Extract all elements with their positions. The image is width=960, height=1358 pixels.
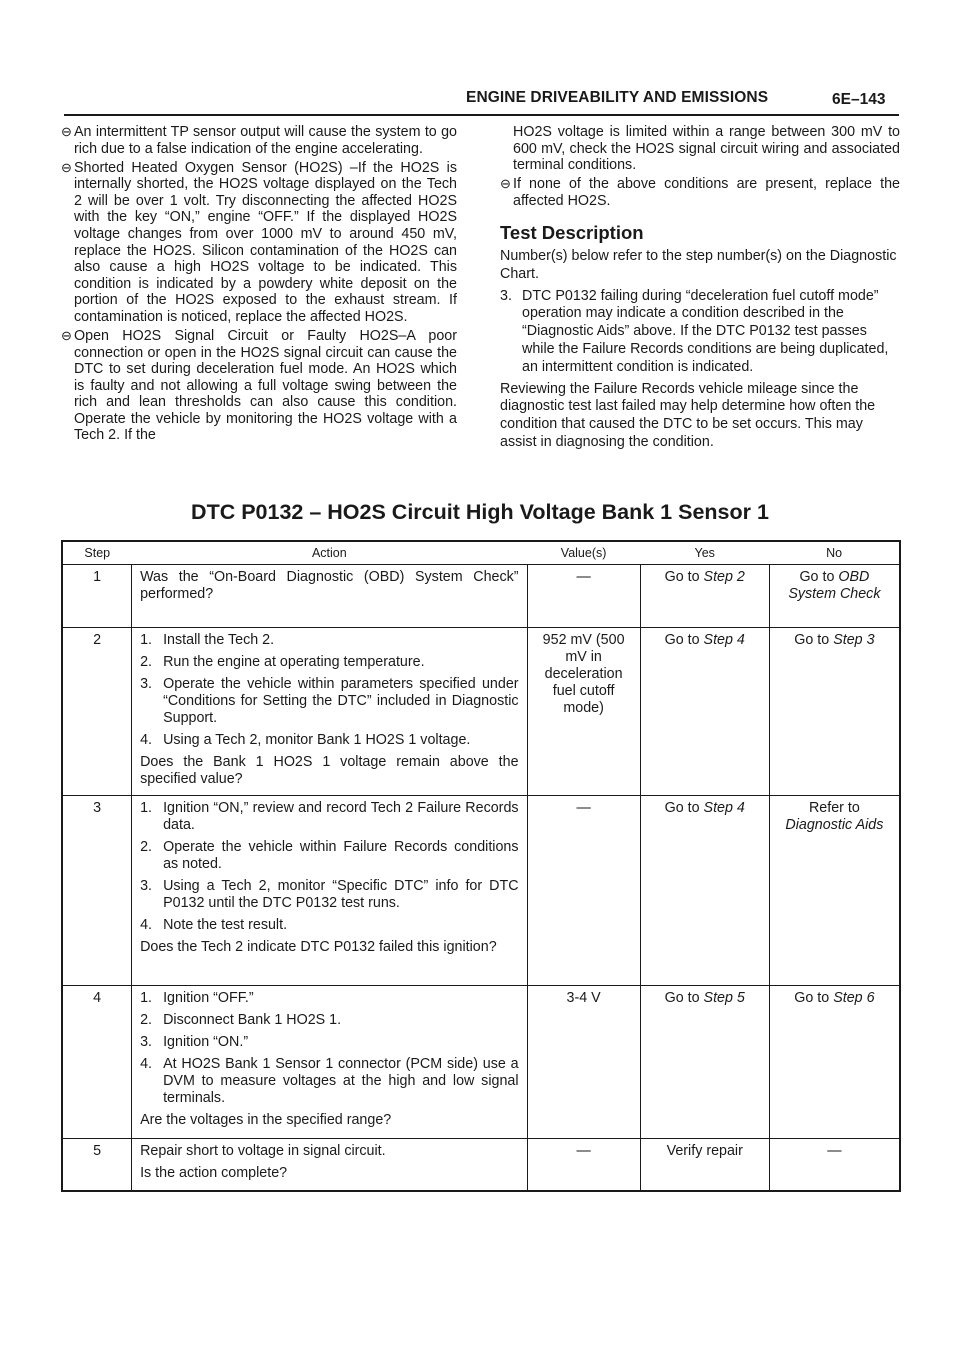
bullet-icon: ⊖ xyxy=(500,176,511,192)
yes-cell: Verify repair xyxy=(640,1139,769,1191)
header-step: Step xyxy=(62,541,132,565)
header-yes: Yes xyxy=(640,541,769,565)
yes-cell: Go to Step 4 xyxy=(640,628,769,796)
action-item: 2. Run the engine at operating temperature. xyxy=(140,654,425,670)
table-row xyxy=(62,628,900,796)
step-link[interactable]: Step 2 xyxy=(703,569,745,585)
action-item: 1. Ignition “OFF.” xyxy=(140,990,254,1006)
action-cell xyxy=(132,796,527,986)
table-row xyxy=(62,796,900,986)
left-column xyxy=(61,124,457,446)
step-number: 3 xyxy=(62,796,132,986)
no-cell: Refer to Diagnostic Aids xyxy=(769,796,900,986)
diagnostic-table xyxy=(61,540,901,1192)
no-cell: Go to Step 3 xyxy=(769,628,900,796)
action-item: 4. Using a Tech 2, monitor Bank 1 HO2S 1 voltage. xyxy=(140,732,471,748)
table-row xyxy=(62,986,900,1139)
step-number: 4 xyxy=(62,986,132,1139)
step-number: 5 xyxy=(62,1139,132,1191)
list-item: ⊖ An intermittent TP sensor output will cause the system to go rich due to a false indication of the engine accelerating. xyxy=(61,124,457,157)
value-cell: — xyxy=(527,565,640,628)
yes-cell: Go to Step 2 xyxy=(640,565,769,628)
action-cell xyxy=(132,628,527,796)
yes-cell: Go to Step 5 xyxy=(640,986,769,1139)
header-action: Action xyxy=(132,541,527,565)
action-item: 2. Operate the vehicle within Failure Records conditions as noted. xyxy=(140,839,519,872)
list-item: ⊖ Open HO2S Signal Circuit or Faulty HO2S–A poor connection or open in the HO2S signal circuit can cause the DTC to set during deceleration fuel mode. An HO2S which is faulty and not allowing a full voltage swing between the rich and lean thresholds can also cause this condition. Operate the vehicle by monitoring the HO2S voltage with a Tech 2. If the xyxy=(61,327,457,444)
value-cell: 952 mV (500 mV in deceleration fuel cutoff mode) xyxy=(527,628,640,796)
running-header-title: ENGINE DRIVEABILITY AND EMISSIONS xyxy=(466,89,769,106)
action-question: Are the voltages in the specified range? xyxy=(140,1112,392,1128)
action-item: 1. Ignition “ON,” review and record Tech 2 Failure Records data. xyxy=(140,800,519,833)
action-item: 1. Install the Tech 2. xyxy=(140,632,275,648)
action-question: Is the action complete? xyxy=(140,1165,288,1181)
action-question: Does the Bank 1 HO2S 1 voltage remain above the specified value? xyxy=(140,754,519,787)
no-cell: Go to Step 6 xyxy=(769,986,900,1139)
no-cell: — xyxy=(769,1139,900,1191)
list-item: ⊖ If none of the above conditions are present, replace the affected HO2S. xyxy=(500,176,900,209)
obd-check-link[interactable]: OBD System Check xyxy=(788,569,881,602)
step-link[interactable]: Step 5 xyxy=(703,990,745,1006)
step-link[interactable]: Step 4 xyxy=(703,632,745,648)
action-cell xyxy=(132,1139,527,1191)
table-header-row xyxy=(62,541,900,565)
diagnostic-aids-link[interactable]: Diagnostic Aids xyxy=(785,817,884,833)
step-link[interactable]: Step 6 xyxy=(833,990,875,1006)
test-description-heading: Test Description xyxy=(500,222,644,244)
test-description-closing: Reviewing the Failure Records vehicle mileage since the diagnostic test last failed may help determine how often the condition that caused the DTC to be set occurs. This may assist in diagnosing the condition. xyxy=(500,380,876,450)
right-column xyxy=(500,124,900,456)
list-item: ⊖ Shorted Heated Oxygen Sensor (HO2S) –If the HO2S is internally shorted, the HO2S voltage displayed on the Tech 2 will be over 1 volt. Try disconnecting the affected HO2S with the key “ON,” engine “OFF.” If the displayed HO2S voltage changes from over 1000 mV to around 450 mV, replace the HO2S. Silicon contamination of the HO2S can also cause a high HO2S voltage to be indicated. This condition is indicated by a powdery white deposit on the portion of the HO2S exposed to the exhaust stream. If contamination is noticed, replace the affected HO2S. xyxy=(61,159,457,325)
bullet-icon: ⊖ xyxy=(61,327,72,343)
table-title: DTC P0132 – HO2S Circuit High Voltage Bank 1 Sensor 1 xyxy=(191,500,769,524)
action-item: 3. Operate the vehicle within parameters specified under “Conditions for Setting the DTC” included in Diagnostic Support. xyxy=(140,676,519,726)
value-cell: 3-4 V xyxy=(527,986,640,1139)
header-no: No xyxy=(769,541,900,565)
no-cell: Go to OBD System Check xyxy=(769,565,900,628)
action-cell: Was the “On-Board Diagnostic (OBD) System Check” performed? xyxy=(132,565,527,628)
action-cell xyxy=(132,986,527,1139)
step-number: 1 xyxy=(62,565,132,628)
action-item: 4. Note the test result. xyxy=(140,917,288,933)
step-link[interactable]: Step 4 xyxy=(703,800,745,816)
bullet-continuation: HO2S voltage is limited within a range between 300 mV to 600 mV, check the HO2S signal circuit wiring and associated terminal conditions. xyxy=(513,124,900,174)
step-link[interactable]: Step 3 xyxy=(833,632,875,648)
value-cell: — xyxy=(527,1139,640,1191)
test-description-intro: Number(s) below refer to the step number(s) on the Diagnostic Chart. xyxy=(500,247,897,282)
action-item: 3. Using a Tech 2, monitor “Specific DTC” info for DTC P0132 until the DTC P0132 test runs. xyxy=(140,878,519,911)
bullet-icon: ⊖ xyxy=(61,124,72,139)
yes-cell: Go to Step 4 xyxy=(640,796,769,986)
table-row xyxy=(62,565,900,628)
action-item: 3. Ignition “ON.” xyxy=(140,1034,249,1050)
value-cell: — xyxy=(527,796,640,986)
action-item: 4. At HO2S Bank 1 Sensor 1 connector (PCM side) use a DVM to measure voltages at the high and low signal terminals. xyxy=(140,1056,519,1106)
header-rule xyxy=(64,114,899,116)
table-row xyxy=(62,1139,900,1191)
action-item: Repair short to voltage in signal circuit. xyxy=(140,1143,386,1159)
bullet-icon: ⊖ xyxy=(61,159,72,175)
page-number: 6E–143 xyxy=(832,91,886,108)
action-question: Does the Tech 2 indicate DTC P0132 failed this ignition? xyxy=(140,939,497,955)
action-item: 2. Disconnect Bank 1 HO2S 1. xyxy=(140,1012,342,1028)
step-number: 2 xyxy=(62,628,132,796)
header-values: Value(s) xyxy=(527,541,640,565)
test-description-item: 3. DTC P0132 failing during “deceleration fuel cutoff mode” operation may indicate a condition described in the “Diagnostic Aids” above. If the DTC P0132 test passes while the Failure Records conditions are being duplicated, an intermittent condition is indicated. xyxy=(500,287,889,375)
